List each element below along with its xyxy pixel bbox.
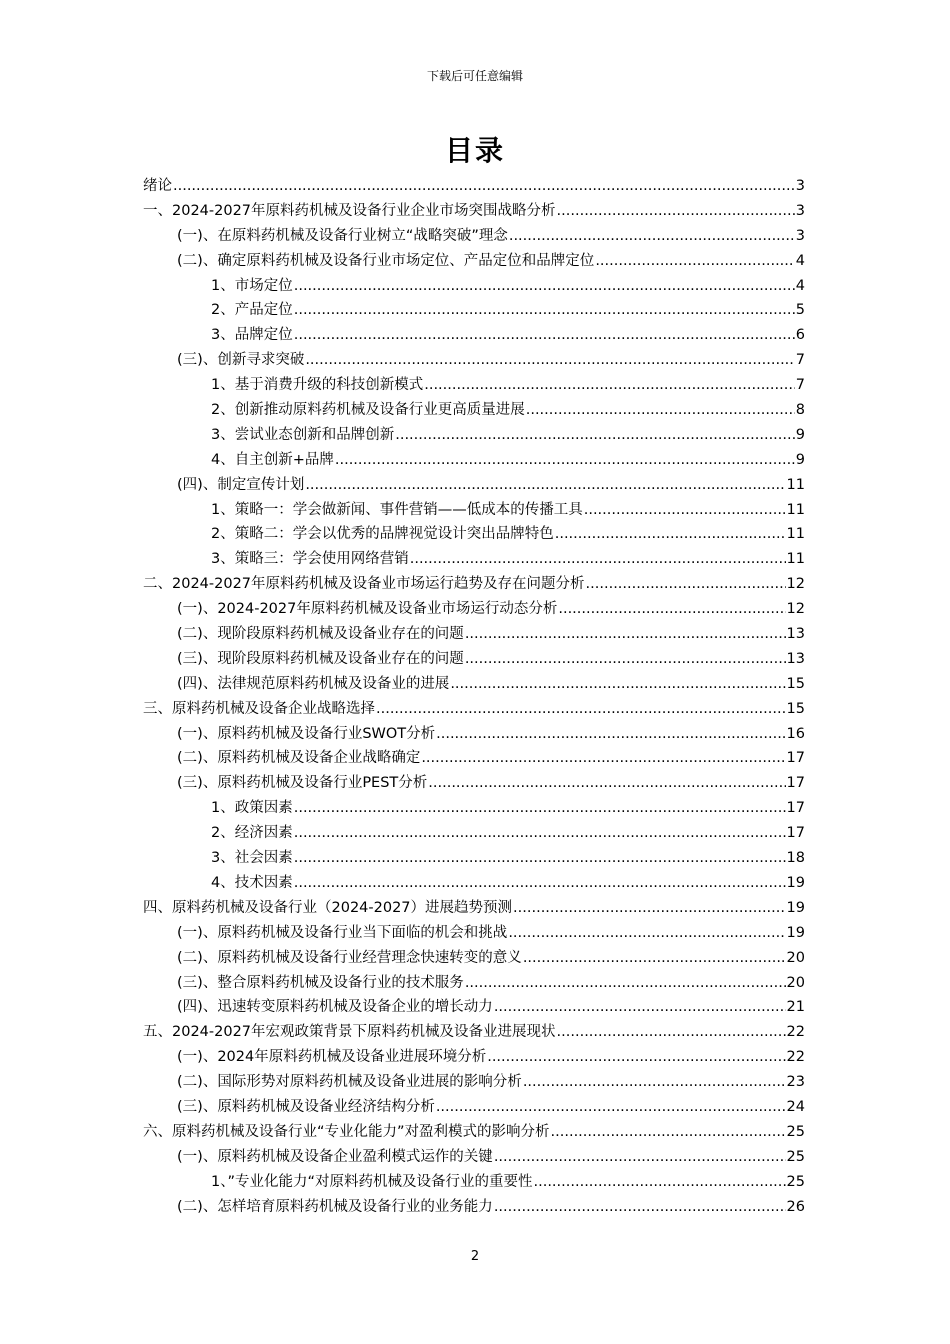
toc-leader-dots [509,224,795,249]
header-note: 下载后可任意编辑 [426,69,523,83]
toc-entry-page: 11 [786,551,805,568]
toc-entry[interactable] [143,298,805,323]
toc-leader-dots [494,1195,786,1220]
toc-leader-dots [376,697,786,722]
toc-entry[interactable] [143,1120,805,1145]
toc-entry-text: (三)、原料药机械及设备业经济结构分析 [177,1098,435,1115]
toc-entry[interactable] [143,473,805,498]
toc-entry-page: 19 [786,899,805,916]
toc-entry[interactable] [143,199,805,224]
table-of-contents [143,174,805,1219]
toc-entry-page: 26 [786,1198,805,1215]
toc-entry-page: 17 [786,800,805,817]
toc-entry-page: 15 [786,675,805,692]
page-number: 2 [470,1249,480,1264]
toc-entry[interactable] [143,373,805,398]
toc-entry-text: 1、市场定位 [211,277,293,294]
toc-entry[interactable] [143,174,805,199]
toc-leader-dots [555,522,786,547]
toc-entry-text: 2、策略二：学会以优秀的品牌视觉设计突出品牌特色 [211,526,554,543]
toc-entry[interactable] [143,249,805,274]
toc-entry-page: 22 [786,1024,805,1041]
toc-leader-dots [523,946,786,971]
toc-entry[interactable] [143,771,805,796]
toc-entry-text: 4、技术因素 [211,874,293,891]
toc-leader-dots [551,1120,786,1145]
toc-entry-page: 18 [786,850,805,867]
toc-entry-page: 15 [786,700,805,717]
toc-entry[interactable] [143,323,805,348]
toc-entry[interactable] [143,995,805,1020]
toc-entry[interactable] [143,522,805,547]
toc-entry[interactable] [143,1145,805,1170]
toc-leader-dots [428,771,785,796]
toc-entry-page: 3 [795,202,805,219]
toc-entry-text: 4、自主创新+品牌 [211,451,334,468]
toc-entry-text: (三)、整合原料药机械及设备行业的技术服务 [177,974,464,991]
toc-leader-dots [526,398,795,423]
toc-entry[interactable] [143,1020,805,1045]
toc-entry-text: 2、产品定位 [211,302,293,319]
toc-entry-text: (二)、国际形势对原料药机械及设备业进展的影响分析 [177,1074,522,1091]
toc-entry-page: 4 [795,277,805,294]
toc-leader-dots [487,1045,785,1070]
toc-entry-page: 6 [795,327,805,344]
toc-entry-page: 12 [786,576,805,593]
toc-entry-text: 二、2024-2027年原料药机械及设备业市场运行趋势及存在问题分析 [143,576,585,593]
toc-entry-text: (二)、现阶段原料药机械及设备业存在的问题 [177,626,464,643]
toc-leader-dots [294,298,795,323]
toc-leader-dots [508,921,785,946]
toc-leader-dots [173,174,795,199]
toc-leader-dots [294,871,786,896]
toc-entry[interactable] [143,423,805,448]
toc-entry-page: 13 [786,650,805,667]
toc-entry-page: 25 [786,1173,805,1190]
toc-entry-text: (四)、迅速转变原料药机械及设备企业的增长动力 [177,999,493,1016]
toc-entry-text: 1、”专业化能力“对原料药机械及设备行业的重要性 [211,1173,533,1190]
toc-entry[interactable] [143,647,805,672]
toc-entry[interactable] [143,622,805,647]
toc-leader-dots [424,373,795,398]
toc-leader-dots [450,672,785,697]
toc-entry-page: 23 [786,1074,805,1091]
toc-entry-text: 一、2024-2027年原料药机械及设备行业企业市场突围战略分析 [143,202,556,219]
toc-leader-dots [494,995,786,1020]
toc-entry-page: 9 [795,451,805,468]
toc-leader-dots [436,722,785,747]
toc-entry[interactable] [143,274,805,299]
toc-leader-dots [410,547,786,572]
toc-entry-text: (三)、原料药机械及设备行业PEST分析 [177,775,428,792]
toc-leader-dots [421,746,785,771]
toc-entry[interactable] [143,871,805,896]
toc-entry-page: 3 [795,227,805,244]
toc-entry[interactable] [143,1170,805,1195]
toc-leader-dots [294,846,786,871]
toc-entry[interactable] [143,672,805,697]
toc-leader-dots [534,1170,786,1195]
toc-entry-page: 11 [786,501,805,518]
toc-entry-text: 四、原料药机械及设备行业（2024-2027）进展趋势预测 [143,899,513,916]
toc-leader-dots [558,597,785,622]
toc-entry[interactable] [143,921,805,946]
toc-leader-dots [513,896,786,921]
toc-entry-text: (二)、原料药机械及设备行业经营理念快速转变的意义 [177,949,522,966]
toc-entry-text: (三)、创新寻求突破 [177,352,305,369]
toc-entry-text: 2、经济因素 [211,825,293,842]
toc-entry[interactable] [143,547,805,572]
toc-entry-text: 3、社会因素 [211,850,293,867]
toc-entry[interactable] [143,946,805,971]
toc-entry[interactable] [143,1045,805,1070]
toc-entry-text: 1、策略一：学会做新闻、事件营销——低成本的传播工具 [211,501,583,518]
toc-entry-text: 3、策略三：学会使用网络营销 [211,551,409,568]
toc-entry-page: 7 [795,352,805,369]
toc-entry-text: (四)、制定宣传计划 [177,476,305,493]
toc-entry-page: 19 [786,924,805,941]
toc-entry-text: (二)、确定原料药机械及设备行业市场定位、产品定位和品牌定位 [177,252,595,269]
toc-entry[interactable] [143,697,805,722]
toc-entry-page: 7 [795,377,805,394]
toc-entry-page: 19 [786,874,805,891]
toc-entry-text: 绪论 [143,178,172,194]
toc-entry-text: (一)、原料药机械及设备企业盈利模式运作的关键 [177,1148,493,1165]
toc-entry[interactable] [143,597,805,622]
toc-entry[interactable] [143,398,805,423]
toc-leader-dots [465,647,786,672]
toc-entry-page: 8 [795,402,805,419]
toc-leader-dots [395,423,795,448]
toc-entry-text: 五、2024-2027年宏观政策背景下原料药机械及设备业进展现状 [143,1024,556,1041]
toc-entry-page: 9 [795,426,805,443]
toc-entry-text: (一)、原料药机械及设备行业当下面临的机会和挑战 [177,924,508,941]
toc-entry[interactable] [143,722,805,747]
toc-leader-dots [595,249,794,274]
toc-entry[interactable] [143,971,805,996]
toc-entry-page: 25 [786,1123,805,1140]
toc-leader-dots [584,498,786,523]
toc-entry-page: 11 [786,476,805,493]
toc-entry-page: 3 [795,178,805,194]
toc-entry[interactable] [143,572,805,597]
toc-leader-dots [335,448,795,473]
toc-entry-text: (一)、2024年原料药机械及设备业进展环境分析 [177,1049,487,1066]
toc-entry-text: (一)、2024-2027年原料药机械及设备业市场运行动态分析 [177,601,558,618]
toc-entry-text: 六、原料药机械及设备行业“专业化能力”对盈利模式的影响分析 [143,1123,550,1140]
toc-entry[interactable] [143,796,805,821]
toc-entry[interactable] [143,1195,805,1220]
toc-entry-text: 2、创新推动原料药机械及设备行业更高质量进展 [211,402,525,419]
toc-leader-dots [294,323,795,348]
toc-entry-text: 3、品牌定位 [211,327,293,344]
toc-entry-text: (一)、在原料药机械及设备行业树立“战略突破”理念 [177,227,508,244]
toc-entry[interactable] [143,746,805,771]
toc-leader-dots [465,971,786,996]
toc-entry-text: 三、原料药机械及设备企业战略选择 [143,700,375,717]
toc-title: 目录 [444,134,505,167]
toc-entry-page: 17 [786,825,805,842]
toc-entry-page: 5 [795,302,805,319]
toc-entry-page: 16 [786,725,805,742]
toc-entry[interactable] [143,1070,805,1095]
toc-leader-dots [586,572,786,597]
toc-entry-text: (三)、现阶段原料药机械及设备业存在的问题 [177,650,464,667]
toc-leader-dots [557,199,795,224]
toc-entry-text: (四)、法律规范原料药机械及设备业的进展 [177,675,450,692]
toc-entry-page: 20 [786,974,805,991]
toc-entry-text: 1、基于消费升级的科技创新模式 [211,377,424,394]
toc-entry-text: 1、政策因素 [211,800,293,817]
toc-entry-text: (一)、原料药机械及设备行业SWOT分析 [177,725,436,742]
toc-leader-dots [305,473,785,498]
toc-entry[interactable] [143,846,805,871]
toc-entry-text: (二)、怎样培育原料药机械及设备行业的业务能力 [177,1198,493,1215]
toc-entry-text: 3、尝试业态创新和品牌创新 [211,426,395,443]
toc-entry-page: 12 [786,601,805,618]
toc-entry[interactable] [143,348,805,373]
toc-entry[interactable] [143,498,805,523]
toc-entry-page: 22 [786,1049,805,1066]
toc-entry[interactable] [143,224,805,249]
toc-entry-page: 20 [786,949,805,966]
toc-leader-dots [557,1020,786,1045]
toc-leader-dots [294,796,786,821]
toc-leader-dots [294,821,786,846]
toc-entry[interactable] [143,1095,805,1120]
toc-entry-page: 17 [786,750,805,767]
toc-entry-page: 13 [786,626,805,643]
toc-entry-text: (二)、原料药机械及设备企业战略确定 [177,750,421,767]
toc-entry[interactable] [143,821,805,846]
toc-entry-page: 11 [786,526,805,543]
toc-entry[interactable] [143,896,805,921]
toc-leader-dots [494,1145,786,1170]
toc-leader-dots [436,1095,786,1120]
toc-entry-page: 17 [786,775,805,792]
toc-leader-dots [465,622,786,647]
toc-entry-page: 24 [786,1098,805,1115]
toc-leader-dots [294,274,795,299]
toc-leader-dots [523,1070,786,1095]
toc-entry[interactable] [143,448,805,473]
toc-entry-page: 25 [786,1148,805,1165]
toc-entry-page: 4 [795,252,805,269]
toc-entry-page: 21 [786,999,805,1016]
toc-leader-dots [305,348,794,373]
